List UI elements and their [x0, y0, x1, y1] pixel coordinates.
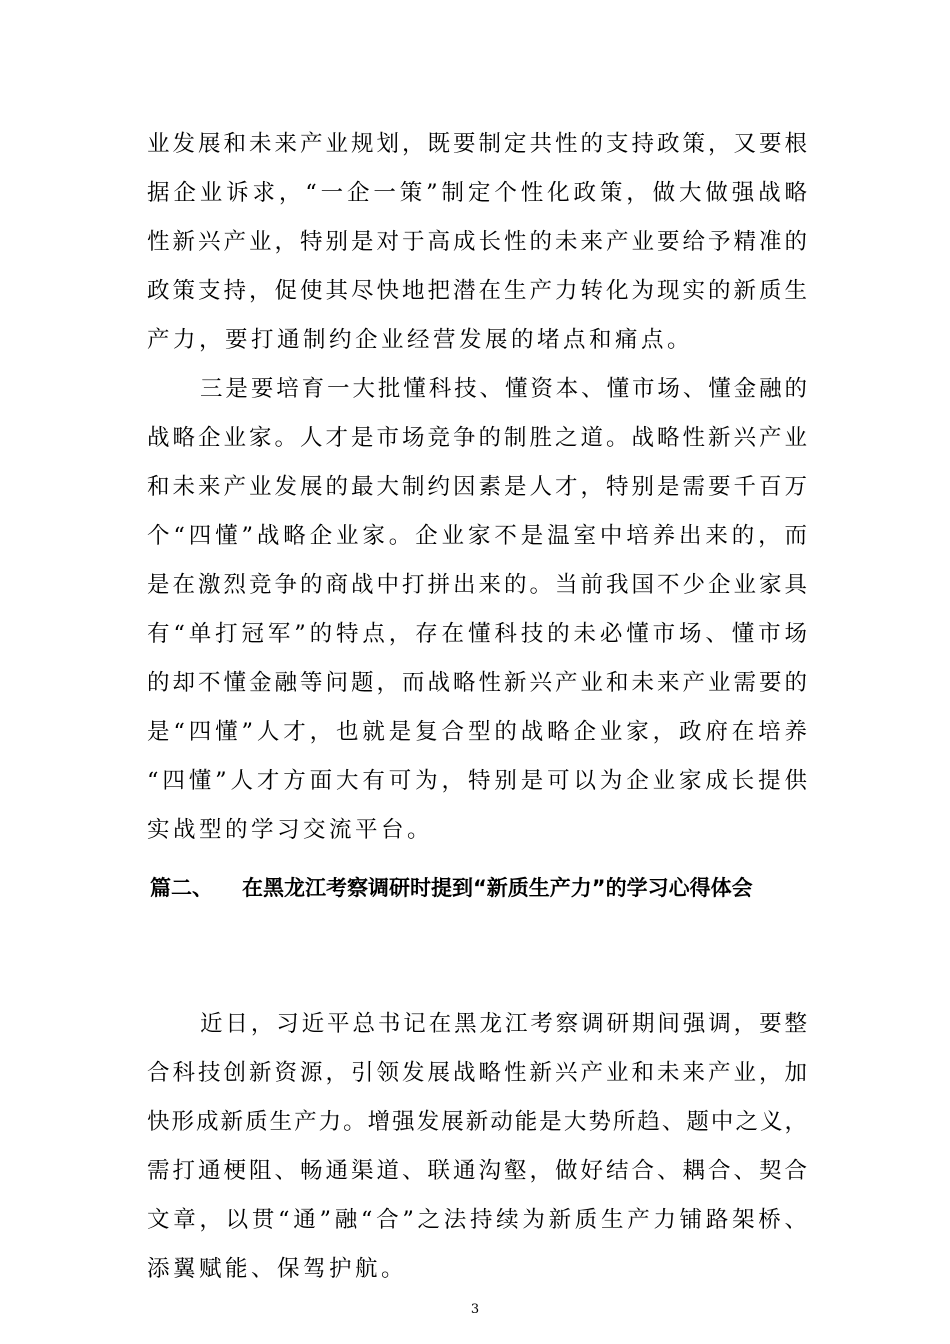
text-line: 快形成新质生产力。增强发展新动能是大势所趋、题中之义， — [147, 1109, 807, 1135]
text-line: 产力，要打通制约企业经营发展的堵点和痛点。 — [147, 327, 694, 353]
text-line: 的却不懂金融等问题，而战略性新兴产业和未来产业需要的 — [147, 670, 807, 696]
section-heading-title: 在黑龙江考察调研时提到“新质生产力”的学习心得体会 — [242, 876, 753, 900]
text-line: 添翼赋能、保驾护航。 — [147, 1256, 408, 1282]
text-line: 战略企业家。人才是市场竞争的制胜之道。战略性新兴产业 — [147, 425, 807, 451]
text-line: 性新兴产业，特别是对于高成长性的未来产业要给予精准的 — [147, 229, 807, 255]
text-line: 有“单打冠军”的特点，存在懂科技的未必懂市场、懂市场 — [147, 621, 807, 647]
page-number: 3 — [470, 1302, 480, 1317]
text-line: 据企业诉求，“一企一策”制定个性化政策，做大做强战略 — [147, 180, 807, 206]
section-heading — [150, 868, 810, 908]
text-line: 和未来产业发展的最大制约因素是人才，特别是需要千百万 — [147, 474, 807, 500]
text-line: 实战型的学习交流平台。 — [147, 817, 434, 843]
section-heading-label: 篇二、 — [150, 876, 213, 900]
text-line: 是“四懂”人才，也就是复合型的战略企业家，政府在培养 — [147, 719, 807, 745]
text-line: 需打通梗阻、畅通渠道、联通沟壑，做好结合、耦合、契合 — [147, 1158, 807, 1184]
text-line: 文章，以贯“通”融“合”之法持续为新质生产力铺路架桥、 — [147, 1207, 807, 1233]
text-line: 业发展和未来产业规划，既要制定共性的支持政策，又要根 — [147, 131, 807, 157]
text-line: “四懂”人才方面大有可为，特别是可以为企业家成长提供 — [147, 768, 807, 794]
text-line: 合科技创新资源，引领发展战略性新兴产业和未来产业，加 — [147, 1060, 807, 1086]
text-line: 三是要培育一大批懂科技、懂资本、懂市场、懂金融的 — [200, 376, 807, 402]
text-line: 政策支持，促使其尽快地把潜在生产力转化为现实的新质生 — [147, 278, 807, 304]
text-line: 是在激烈竞争的商战中打拼出来的。当前我国不少企业家具 — [147, 572, 807, 598]
text-line: 近日，习近平总书记在黑龙江考察调研期间强调，要整 — [200, 1011, 807, 1037]
text-line: 个“四懂”战略企业家。企业家不是温室中培养出来的，而 — [147, 523, 807, 549]
